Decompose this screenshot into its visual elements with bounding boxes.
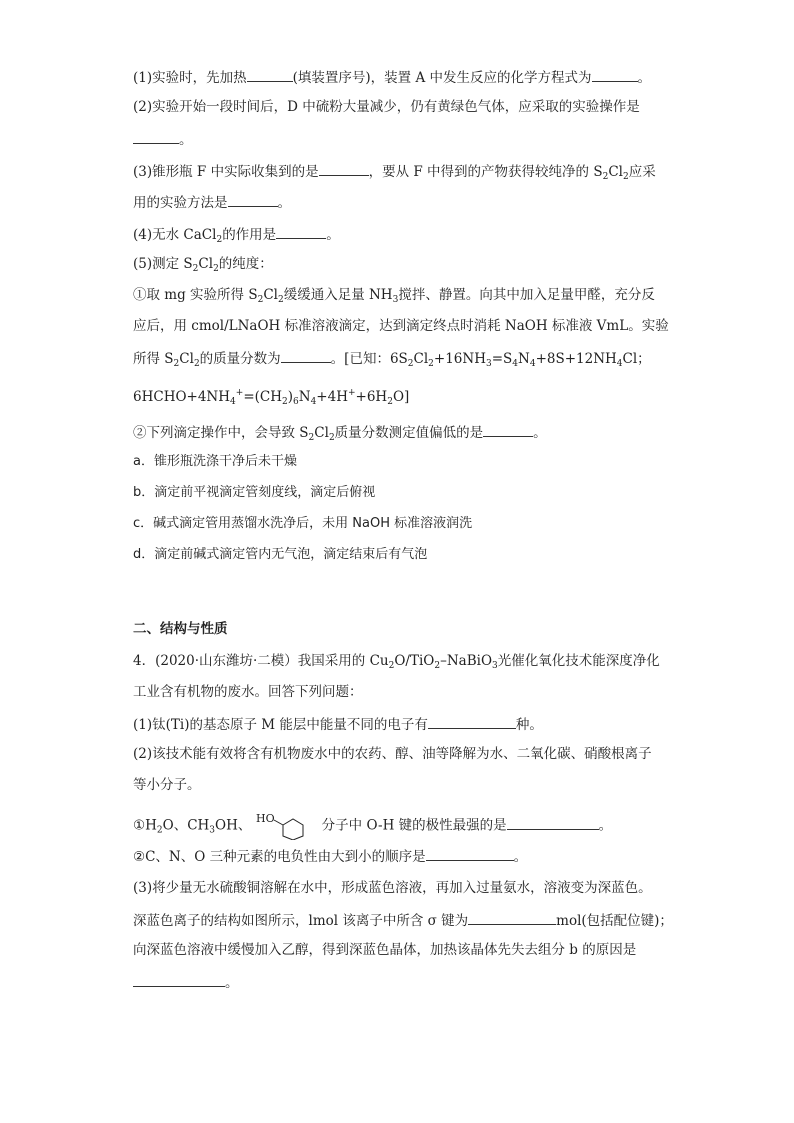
subscript: 3 bbox=[492, 661, 498, 671]
superscript: + bbox=[347, 388, 356, 398]
subscript: 2 bbox=[428, 359, 434, 369]
subscript: 2 bbox=[387, 397, 393, 407]
option-d[interactable] bbox=[133, 546, 427, 564]
q4-part3-cont bbox=[133, 910, 673, 930]
answer-blank[interactable] bbox=[428, 714, 516, 729]
text: 的纯度： bbox=[218, 256, 273, 272]
text: 。 bbox=[598, 817, 613, 834]
subscript: 3 bbox=[209, 825, 216, 836]
subscript: 2 bbox=[602, 172, 609, 182]
subscript: 4 bbox=[310, 397, 317, 407]
text: 。 bbox=[533, 425, 547, 441]
q4-part3 bbox=[133, 879, 652, 897]
text: ，要从 F 中得到的产物获得较纯净的 S bbox=[368, 164, 603, 180]
answer-blank[interactable] bbox=[507, 815, 599, 830]
text: 等小分子。 bbox=[133, 777, 201, 793]
q4-part3-cont2 bbox=[133, 941, 636, 959]
text: (1)钛(Ti)的基态原子 M 能层中能量不同的电子有 bbox=[133, 717, 428, 733]
text: Cl bbox=[179, 351, 194, 367]
text: O/TiO bbox=[394, 653, 435, 669]
text: –NaBiO bbox=[440, 653, 493, 669]
text: 向深蓝色溶液中缓慢加入乙醇，得到深蓝色晶体，加热该晶体先失去组分 b 的原因是 bbox=[133, 942, 637, 958]
answer-blank[interactable] bbox=[592, 67, 638, 82]
q4-part1 bbox=[133, 714, 543, 734]
text: 分子中 O-H 键的极性最强的是 bbox=[321, 817, 507, 834]
q-part5-equation2 bbox=[133, 384, 409, 411]
subscript: 2 bbox=[192, 264, 199, 274]
text: 。 bbox=[637, 70, 651, 86]
text: ②C、N、O 三种元素的电负性由大到小的顺序是 bbox=[133, 849, 426, 865]
text: OH、 bbox=[215, 817, 252, 834]
text: 。 bbox=[179, 132, 193, 148]
answer-blank[interactable] bbox=[133, 129, 179, 144]
text: 。[已知：6S bbox=[330, 351, 408, 367]
answer-blank[interactable] bbox=[483, 422, 533, 437]
text: 6HCHO+4NH bbox=[133, 389, 231, 405]
text: 工业含有机物的废水。回答下列问题： bbox=[133, 684, 363, 700]
subscript: 2 bbox=[216, 235, 223, 245]
subscript: 4 bbox=[529, 359, 536, 369]
text: Cl bbox=[608, 164, 623, 180]
subscript: 2 bbox=[213, 264, 219, 274]
q-part1 bbox=[133, 67, 651, 87]
answer-blank[interactable] bbox=[426, 846, 514, 861]
phenol-structure-icon bbox=[256, 812, 322, 840]
q4-part2-cont bbox=[133, 776, 201, 794]
subscript: 2 bbox=[328, 433, 335, 443]
phenol-label: HO bbox=[255, 812, 275, 825]
text: +16NH bbox=[433, 351, 486, 367]
answer-blank[interactable] bbox=[247, 67, 293, 82]
text: 。 bbox=[513, 849, 528, 865]
text: 用的实验方法是 bbox=[133, 195, 228, 211]
text: (1)实验时，先加热 bbox=[133, 70, 247, 86]
q-part5-step1 bbox=[133, 286, 655, 309]
q4-part2-sub2 bbox=[133, 846, 527, 866]
text: N bbox=[298, 389, 311, 405]
text: 种。 bbox=[515, 717, 543, 733]
subscript: 2 bbox=[407, 359, 414, 369]
text: 搅拌、静置。向其中加入足量甲醛，充分反 bbox=[398, 287, 655, 303]
text: Cl bbox=[413, 351, 429, 367]
text: 所得 S bbox=[133, 351, 174, 367]
subscript: 2 bbox=[156, 825, 163, 836]
text: 4．(2020·山东潍坊·二模）我国采用的 Cu bbox=[133, 653, 389, 669]
q-part2 bbox=[133, 98, 640, 116]
text: O、CH bbox=[162, 817, 210, 834]
text: +6H bbox=[355, 389, 388, 405]
subscript: 2 bbox=[193, 359, 200, 369]
text: ) bbox=[287, 389, 294, 405]
text: 的质量分数为 bbox=[199, 351, 281, 367]
text: (5)测定 S bbox=[133, 256, 193, 272]
text: mol(包括配位键)； bbox=[556, 913, 673, 929]
q4-stem-cont bbox=[133, 683, 363, 701]
answer-blank[interactable] bbox=[228, 192, 278, 207]
q-part4 bbox=[133, 224, 340, 249]
text: 。 bbox=[225, 975, 239, 991]
q4-stem bbox=[133, 652, 660, 675]
subscript: 3 bbox=[485, 359, 492, 369]
subscript: 2 bbox=[622, 172, 629, 182]
option-c[interactable] bbox=[133, 515, 472, 533]
answer-blank[interactable] bbox=[133, 972, 225, 987]
answer-blank[interactable] bbox=[468, 910, 556, 925]
subscript: 4 bbox=[230, 397, 236, 407]
text: +4H bbox=[316, 389, 348, 405]
subscript: 2 bbox=[388, 661, 395, 671]
text: (2)该技术能有效将含有机物废水中的农药、醇、油等降解为水、二氧化碳、硝酸根离子 bbox=[133, 746, 652, 762]
text: 应后，用 cmol/LNaOH 标准溶液滴定，达到滴定终点时消耗 NaOH 标准液 VmL。实验 bbox=[133, 318, 669, 334]
q-part5-step1-cont bbox=[133, 317, 669, 335]
subscript: 3 bbox=[392, 295, 399, 305]
text: 。 bbox=[277, 195, 291, 211]
option-a[interactable] bbox=[133, 453, 297, 471]
option-text: d．滴定前碱式滴定管内无气泡，滴定结束后有气泡 bbox=[133, 547, 428, 562]
option-text: b．滴定前平视滴定管刻度线，滴定后俯视 bbox=[133, 485, 376, 500]
q-part3 bbox=[133, 161, 656, 186]
text: (填装置序号)，装置 A 中发生反应的化学方程式为 bbox=[292, 70, 592, 86]
text: (3)将少量无水硫酸铜溶解在水中，形成蓝色溶液，再加入过量氨水，溶液变为深蓝色。 bbox=[133, 880, 652, 896]
subscript: 2 bbox=[173, 359, 180, 369]
text: 缓缓通入足量 NH bbox=[283, 287, 393, 303]
subscript: 2 bbox=[308, 433, 315, 443]
option-text: c．碱式滴定管用蒸馏水洗净后，未用 NaOH 标准溶液润洗 bbox=[133, 516, 473, 531]
section-heading: 二、结构与性质 bbox=[133, 621, 228, 637]
text: ①取 mg 实验所得 S bbox=[133, 287, 258, 303]
text: ②下列滴定操作中，会导致 S bbox=[133, 425, 309, 441]
text: Cl bbox=[314, 425, 329, 441]
q4-part2-sub1 bbox=[133, 812, 612, 840]
subscript: 6 bbox=[293, 397, 299, 407]
subscript: 2 bbox=[257, 295, 264, 305]
option-b[interactable] bbox=[133, 484, 375, 502]
subscript: 4 bbox=[512, 359, 519, 369]
text: +8S+12NH bbox=[535, 351, 617, 367]
text: Cl； bbox=[622, 351, 651, 367]
answer-blank[interactable] bbox=[319, 161, 369, 176]
text: 深蓝色离子的结构如图所示，lmol 该离子中所含 σ 键为 bbox=[133, 913, 469, 929]
subscript: 2 bbox=[434, 661, 441, 671]
q4-part2 bbox=[133, 745, 652, 763]
text: ①H bbox=[133, 817, 157, 834]
text: (3)锥形瓶 F 中实际收集到的是 bbox=[133, 164, 319, 180]
text: =(CH bbox=[243, 389, 282, 405]
q-part5-step1-equation bbox=[133, 348, 651, 373]
text: 光催化氧化技术能深度净化 bbox=[497, 653, 660, 669]
subscript: 4 bbox=[616, 359, 623, 369]
text: 质量分数测定值偏低的是 bbox=[334, 425, 484, 441]
answer-blank[interactable] bbox=[276, 224, 326, 239]
subscript: 2 bbox=[282, 397, 288, 407]
text: Cl bbox=[198, 256, 214, 272]
q4-part3-blank-line bbox=[133, 972, 239, 992]
q-part5-step2 bbox=[133, 422, 547, 447]
text: Cl bbox=[263, 287, 278, 303]
superscript: + bbox=[235, 388, 244, 398]
text: (2)实验开始一段时间后，D 中硫粉大量减少，仍有黄绿色气体，应采取的实验操作是 bbox=[133, 99, 640, 115]
text: =S bbox=[491, 351, 513, 367]
q-part3-cont bbox=[133, 192, 291, 212]
option-text: a．锥形瓶洗涤干净后未干燥 bbox=[133, 454, 297, 469]
text: 应采 bbox=[628, 164, 656, 180]
q-part2-blank-line bbox=[133, 129, 193, 149]
text: N bbox=[518, 351, 530, 367]
text: 。 bbox=[326, 227, 340, 243]
text: O] bbox=[392, 389, 410, 405]
subscript: 2 bbox=[277, 295, 284, 305]
text: 的作用是 bbox=[222, 227, 277, 243]
q-part5 bbox=[133, 255, 273, 278]
answer-blank[interactable] bbox=[281, 348, 331, 363]
text: (4)无水 CaCl bbox=[133, 227, 217, 243]
